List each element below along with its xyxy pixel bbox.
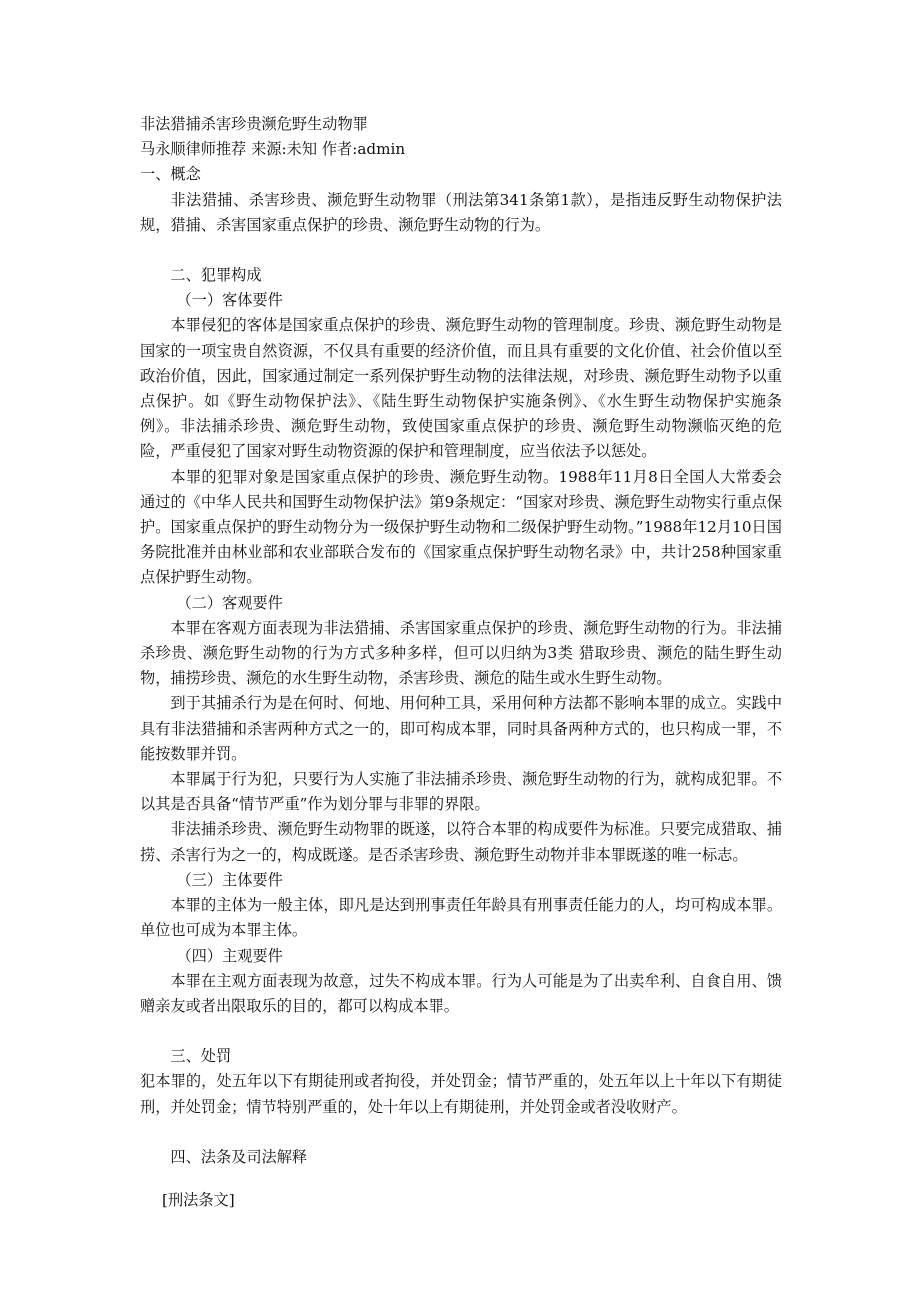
spacer — [140, 1019, 782, 1044]
paragraph: 本罪侵犯的客体是国家重点保护的珍贵、濒危野生动物的管理制度。珍贵、濒危野生动物是国家的一项宝贵自然资源，不仅具有重要的经济价值，而且具有重要的文化价值、社会价值以至政治价值，因此，国家通过制定一系列保护野生动物的法律法规，对珍贵、濒危野生动物予以重点保护。如《野生动物保护法》、《陆生野生动物保护实施条例》、《水生野生动物保护实施条例》。非法捕杀珍贵、濒危野生动物，致使国家重点保护的珍贵、濒危野生动物濒临灭绝的危险，严重侵犯了国家对野生动物资源的保护和管理制度，应当依法予以惩处。 — [140, 316, 782, 461]
subsection-heading-objective: （二）客观要件 — [176, 593, 283, 612]
section-heading-constitution: 二、犯罪构成 — [170, 266, 262, 285]
subsection-heading-subject: （三）主体要件 — [176, 870, 283, 889]
paragraph: 非法猎捕、杀害珍贵、濒危野生动物罪（刑法第341条第1款），是指违反野生动物保护法规，猎捕、杀害国家重点保护的珍贵、濒危野生动物的行为。 — [140, 190, 782, 234]
section-heading-law: 四、法条及司法解释 — [170, 1147, 308, 1166]
paragraph: 本罪在主观方面表现为故意，过失不构成本罪。行为人可能是为了出卖牟利、自食自用、馈赠亲友或者出限取乐的目的，都可以构成本罪。 — [140, 971, 782, 1015]
paragraph: 非法捕杀珍贵、濒危野生动物罪的既遂，以符合本罪的构成要件为标准。只要完成猎取、捕捞、杀害行为之一的，构成既遂。是否杀害珍贵、濒危野生动物并非本罪既遂的唯一标志。 — [140, 820, 782, 864]
spacer — [140, 238, 782, 263]
spacer — [140, 1120, 782, 1145]
document-page — [140, 112, 782, 1213]
paragraph: 本罪的犯罪对象是国家重点保护的珍贵、濒危野生动物。1988年11月8日全国人大常委会通过的《中华人民共和国野生动物保护法》第9条规定：“国家对珍贵、濒危野生动物实行重点保护。国家重点保护的野生动物分为一级保护野生动物和二级保护野生动物。”1988年12月10日国务院批准并由林业部和农业部联合发布的《国家重点保护野生动物名录》中，共计258种国家重点保护野生动物。 — [140, 467, 782, 587]
subsection-heading-subjective: （四）主观要件 — [176, 946, 283, 965]
paragraph: 到于其捕杀行为是在何时、何地、用何种工具，采用何种方法都不影响本罪的成立。实践中具有非法猎捕和杀害两种方式之一的，即可构成本罪，同时具备两种方式的，也只构成一罪，不能按数罪并罚。 — [140, 694, 782, 763]
subsection-heading-object: （一）客体要件 — [176, 291, 283, 310]
paragraph: 犯本罪的，处五年以下有期徒刑或者拘役，并处罚金；情节严重的，处五年以上十年以下有期徒刑，并处罚金；情节特别严重的，处十年以上有期徒刑，并处罚金或者没收财产。 — [140, 1072, 782, 1116]
law-subheading: [刑法条文] — [162, 1190, 235, 1209]
paragraph: 本罪的主体为一般主体，即凡是达到刑事责任年龄具有刑事责任能力的人，均可构成本罪。单位也可成为本罪主体。 — [140, 896, 782, 940]
spacer — [140, 1170, 782, 1188]
section-heading-concept: 一、概念 — [140, 165, 201, 184]
paragraph: 本罪属于行为犯，只要行为人实施了非法捕杀珍贵、濒危野生动物的行为，就构成犯罪。不以其是否具备“情节严重”作为划分罪与非罪的界限。 — [140, 770, 782, 814]
paragraph: 本罪在客观方面表现为非法猎捕、杀害国家重点保护的珍贵、濒危野生动物的行为。非法捕杀珍贵、濒危野生动物的行为方式多种多样，但可以归纳为3类 猎取珍贵、濒危的陆生野生动物，捕捞珍贵、濒危的水生野生动物，杀害珍贵、濒危的陆生或水生野生动物。 — [140, 618, 782, 688]
document-byline: 马永顺律师推荐 来源:未知 作者:admin — [140, 140, 406, 159]
section-heading-penalty: 三、处罚 — [170, 1047, 232, 1066]
document-title: 非法猎捕杀害珍贵濒危野生动物罪 — [140, 115, 368, 133]
